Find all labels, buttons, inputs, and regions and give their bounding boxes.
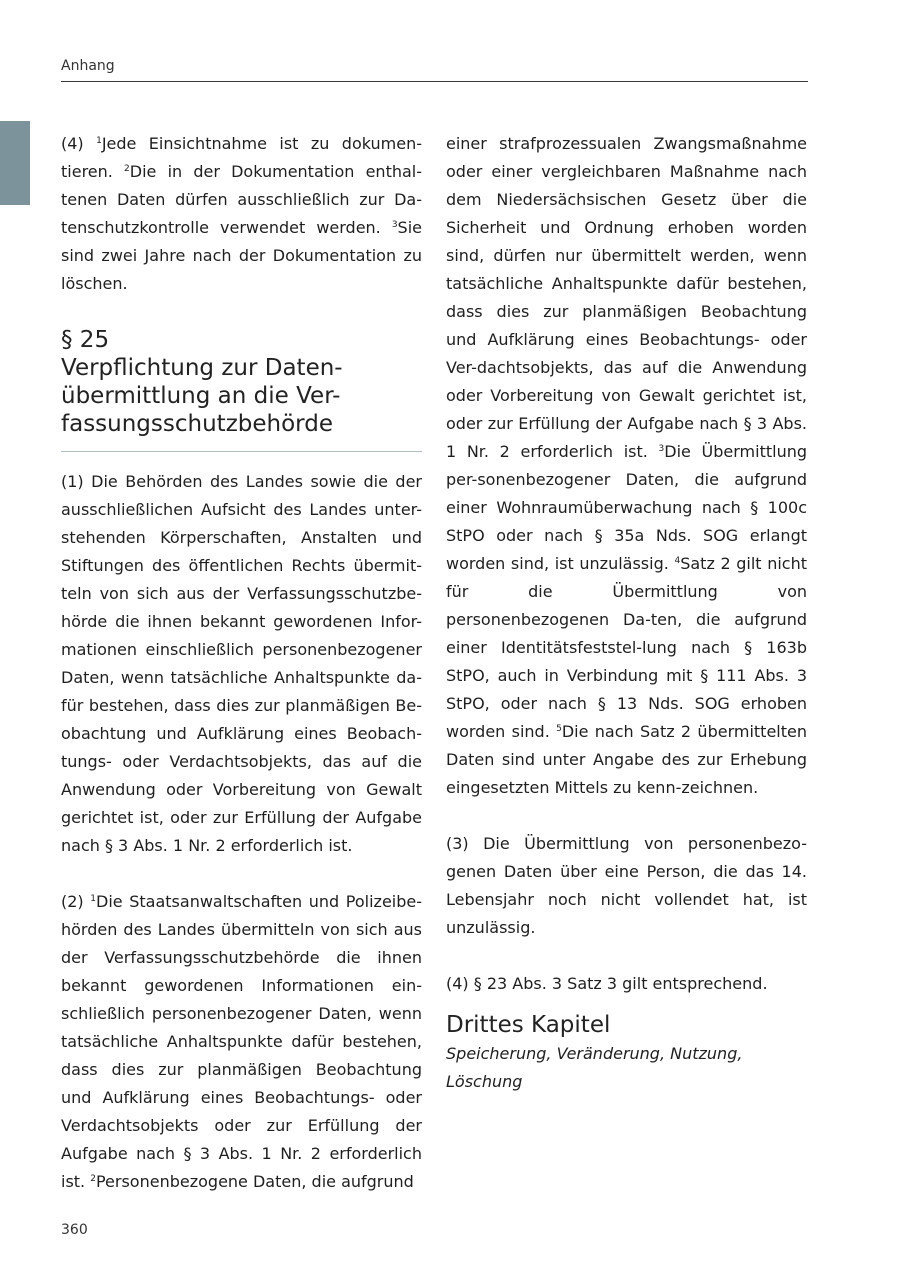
text: Die Staatsanwaltschaften und Polizeibe-hörden des Landes übermitteln von sich aus der Verfassungsschutzbehörde die ihnen bekannt gewordenen Informationen ein-schließlich personenbezogener Daten, wenn tatsächliche Anhaltspunkte dafür bestehen, dass dies zur planmäßigen Beobachtung und Aufklärung eines Beobachtungs- oder Verdachtsobjekts oder zur Erfüllung der Aufgabe nach § 3 Abs. 1 Nr. 2 erforderlich ist. — [61, 892, 422, 1191]
paragraph-3: (3) Die Übermittlung von personenbezo-genen Daten über eine Person, die das 14. Lebensjahr noch nicht vollendet hat, ist unzulässig. — [446, 834, 807, 937]
chapter-subtitle: Speicherung, Veränderung, Nutzung, Löschung — [446, 1044, 743, 1091]
section-title: Verpflichtung zur Daten-übermittlung an die Ver-fassungsschutzbehörde — [61, 355, 343, 437]
sentence-number: 4 — [674, 556, 681, 566]
text: Die Übermittlung per-sonenbezogener Daten, die aufgrund einer Wohnraumüberwachung nach § 100c StPO oder nach § 35a Nds. SOG erlangt worden sind, ist unzulässig. — [446, 442, 808, 573]
paragraph-4: (4) § 23 Abs. 3 Satz 3 gilt entsprechend. — [446, 974, 768, 993]
text: Die nach Satz 2 übermittelten Daten sind unter Angabe des zur Erhebung eingesetzten Mittels zu kenn-zeichnen. — [446, 722, 807, 797]
right-column — [446, 130, 807, 1096]
text: Satz 2 gilt nicht für die Übermittlung von personenbezogenen Da-ten, die aufgrund einer Identitätsfeststel-lung nach § 163b StPO, auch in Verbindung mit § 111 Abs. 3 StPO, oder nach § 13 Nds. SOG erhoben worden sind. — [446, 554, 808, 741]
text: (4) — [61, 134, 97, 153]
sentence-number: 3 — [658, 444, 665, 454]
sentence-number: 5 — [556, 724, 562, 734]
section-heading — [61, 326, 422, 438]
running-head: Anhang — [61, 58, 115, 74]
sentence-number: 1 — [90, 894, 97, 904]
sentence-number: 2 — [124, 164, 130, 174]
text: einer strafprozessualen Zwangsmaßnahme oder einer vergleichbaren Maßnahme nach dem Niedersächsischen Gesetz über die Sicherheit und Ordnung erhoben worden sind, dürfen nur übermittelt werden, wenn tatsächliche Anhaltspunkte dafür bestehen, dass dies zur planmäßigen Beobachtung und Aufklärung eines Beobachtungs- oder Ver-dachtsobjekts, das auf die Anwendung oder Vorbereitung von Gewalt gerichtet ist, oder zur Erfüllung der Aufgabe nach § 3 Abs. 1 Nr. 2 erforderlich ist. — [446, 134, 807, 461]
left-column — [61, 130, 422, 1196]
sentence-number: 1 — [96, 136, 102, 146]
paragraph-2 — [61, 888, 422, 1196]
page-number: 360 — [61, 1222, 88, 1238]
paragraph-1: (1) Die Behörden des Landes sowie die der ausschließlichen Aufsicht des Landes unter-stehenden Körperschaften, Anstalten und Stiftungen des öffentlichen Rechts übermit-teln von sich aus der Verfassungsschutzbe-hörde die ihnen bekannt gewordenen Infor-mationen einschließlich personenbezogener Daten, wenn tatsächliche Anhaltspunkte da-für bestehen, dass dies zur planmäßigen Be-obachtung und Aufklärung eines Beobach-tungs- oder Verdachtsobjekts, das auf die Anwendung oder Vorbereitung von Gewalt gerichtet ist, oder zur Erfüllung der Aufgabe nach § 3 Abs. 1 Nr. 2 erforderlich ist. — [61, 472, 422, 855]
text: Die in der Dokumentation enthal-tenen Daten dürfen ausschließlich zur Da-tenschutzkontrolle verwendet werden. — [61, 162, 423, 237]
section-rule — [61, 451, 422, 452]
text: Jede Einsichtnahme ist zu dokumen-tieren. — [61, 134, 423, 181]
sentence-number: 3 — [391, 220, 398, 230]
section-number: § 25 — [61, 327, 110, 353]
text: Personenbezogene Daten, die aufgrund — [95, 1172, 414, 1191]
chapter-title: Drittes Kapitel — [446, 1012, 611, 1038]
text: Sie sind zwei Jahre nach der Dokumentation zu löschen. — [61, 218, 422, 293]
paragraph-2-continued — [446, 130, 807, 802]
text: (2) — [61, 892, 91, 911]
paragraph-4-continued — [61, 130, 422, 298]
sentence-number: 2 — [90, 1174, 96, 1184]
side-tab-marker — [0, 121, 30, 205]
header-rule — [61, 81, 808, 82]
